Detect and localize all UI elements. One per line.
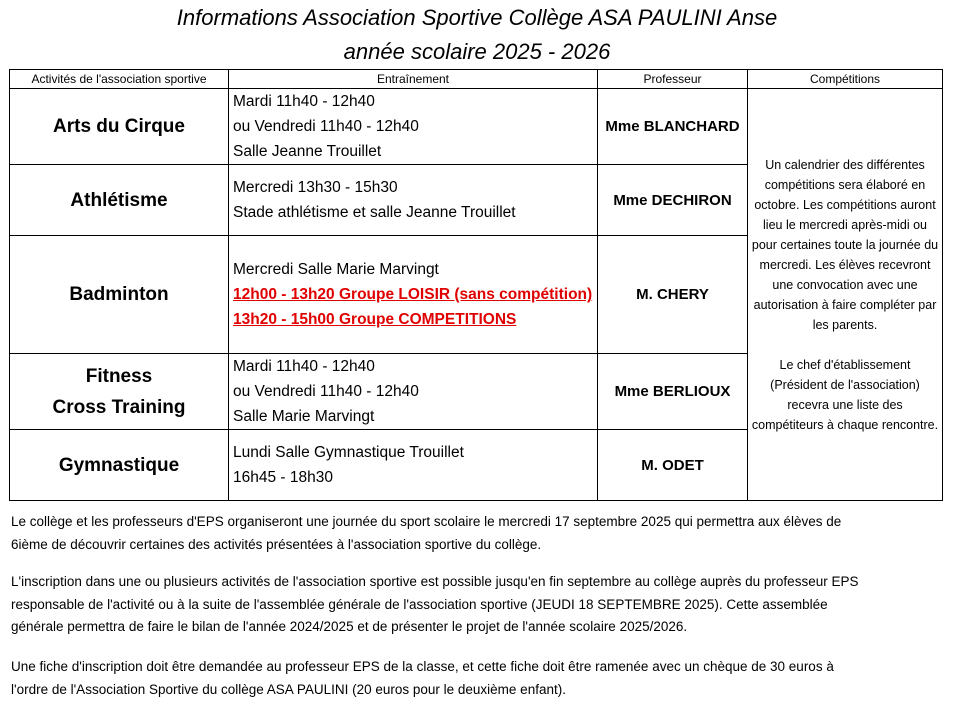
activities-table xyxy=(9,69,943,501)
sport-day-paragraph: Le collège et les professeurs d'EPS organiseront une journée du sport scolaire le mercredi 17 septembre 2025 qui permettra aux élèves de 6ième de découvrir certaines des activités présentées à l'association sportive du collège. xyxy=(11,514,842,552)
activity-name: Athlétisme xyxy=(10,165,229,236)
teacher-name: Mme BLANCHARD xyxy=(598,89,748,165)
header-competitions: Compétitions xyxy=(748,70,943,89)
competitions-info xyxy=(748,89,943,501)
activity-name: Badminton xyxy=(10,236,229,354)
activity-name: Gymnastique xyxy=(10,430,229,501)
header-teacher: Professeur xyxy=(598,70,748,89)
registration-paragraph: L'inscription dans une ou plusieurs activités de l'association sportive est possible jusqu'en fin septembre au collège auprès du professeur EPS responsable de l'activité ou à la suite de l'assemblée générale de l'association sportive (JEUDI 18 SEPTEMBRE 2025). Cette assemblée générale permettra de faire le bilan de l'année 2024/2025 et de présenter le projet de l'année scolaire 2025/2026. xyxy=(11,574,859,634)
competitions-paragraph: Le chef d'établissement (Président de l'association) recevra une liste des compétiteurs à chaque rencontre. xyxy=(751,357,939,432)
loisir-group: 12h00 - 13h20 Groupe LOISIR (sans compétition) xyxy=(233,286,593,303)
teacher-name: M. CHERY xyxy=(598,236,748,354)
table-header-row xyxy=(10,70,943,89)
activity-name: Fitness Cross Training xyxy=(10,354,229,430)
training-schedule: Mercredi 13h30 - 15h30 Stade athlétisme et salle Jeanne Trouillet xyxy=(229,165,598,236)
document-title: Informations Association Sportive Collège ASA PAULINI Anse xyxy=(176,5,778,30)
competitions-group: 13h20 - 15h00 Groupe COMPETITIONS xyxy=(233,311,517,328)
teacher-name: Mme BERLIOUX xyxy=(598,354,748,430)
training-schedule: Mardi 11h40 - 12h40 ou Vendredi 11h40 - 12h40 Salle Jeanne Trouillet xyxy=(229,89,598,165)
activity-name: Arts du Cirque xyxy=(10,89,229,165)
training-schedule: Lundi Salle Gymnastique Trouillet 16h45 - 18h30 xyxy=(229,430,598,501)
competitions-paragraph: Un calendrier des différentes compétitions sera élaboré en octobre. Les compétitions auront lieu le mercredi après-midi ou pour certaines toute la journée du mercredi. Les élèves recevront une convocation avec une autorisation à faire compléter par les parents. xyxy=(751,157,939,332)
header-training: Entraînement xyxy=(229,70,598,89)
teacher-name: Mme DECHIRON xyxy=(598,165,748,236)
table-row xyxy=(10,89,943,165)
training-schedule: Mardi 11h40 - 12h40 ou Vendredi 11h40 - 12h40 Salle Marie Marvingt xyxy=(229,354,598,430)
training-schedule: Mercredi Salle Marie Marvingt 12h00 - 13h20 Groupe LOISIR (sans compétition) 13h20 - 15h00 Groupe COMPETITIONS xyxy=(229,236,598,354)
document-subtitle: année scolaire 2025 - 2026 xyxy=(343,39,611,64)
header-activity: Activités de l'association sportive xyxy=(10,70,229,89)
teacher-name: M. ODET xyxy=(598,430,748,501)
registration-form-paragraph: Une fiche d'inscription doit être demandée au professeur EPS de la classe, et cette fiche doit être ramenée avec un chèque de 30 euros à l'ordre de l'Association Sportive du collège ASA PAULINI (20 euros pour le deuxième enfant). xyxy=(11,659,834,697)
